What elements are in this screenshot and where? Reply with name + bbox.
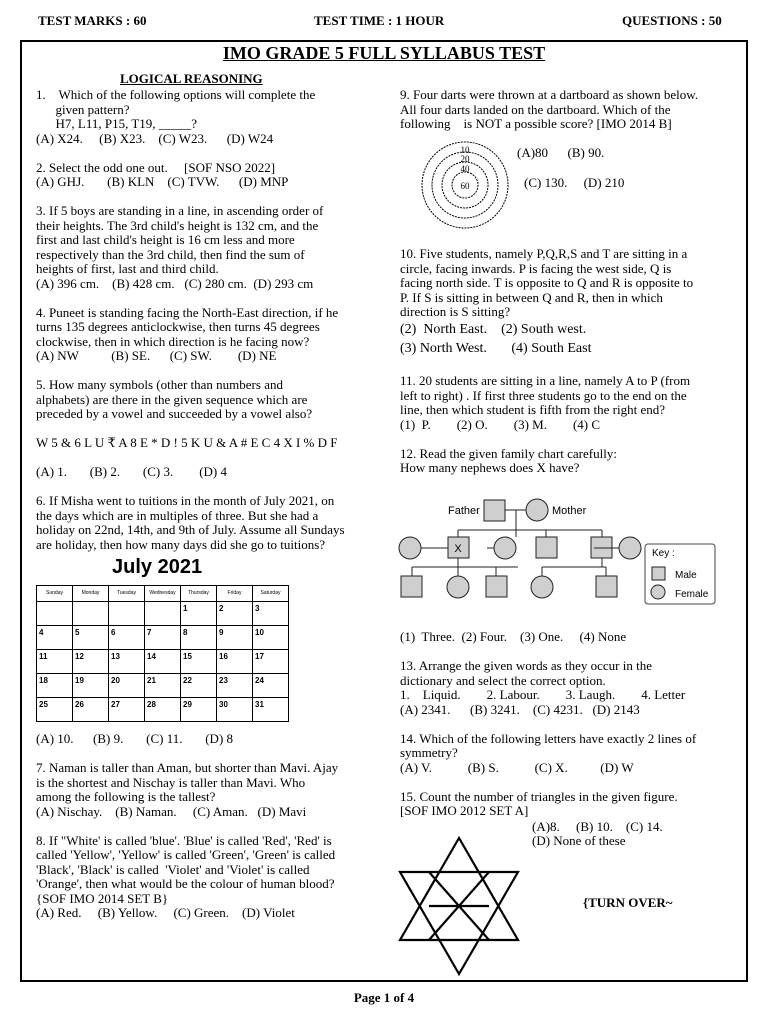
calendar-date-cell: 24 (253, 673, 289, 697)
calendar-date-cell: 30 (217, 697, 253, 721)
calendar-date-cell: 8 (181, 625, 217, 649)
q12b-text-line-4: 1. Liquid. 2. Labour. 3. Laugh. 4. Letter (400, 687, 686, 702)
q10-option-line-1: (2) North East. (2) South west. (400, 322, 587, 337)
calendar-date-cell: 26 (73, 697, 109, 721)
left-text-line-4 (36, 146, 345, 161)
q12b-text-line-11: 15. Count the number of triangles in the given figure. (400, 788, 678, 804)
calendar-date-cell: 9 (217, 625, 253, 649)
left-text-line-27 (36, 480, 345, 495)
x-label: X (454, 543, 462, 555)
question-9 (400, 88, 698, 132)
ring-label-60: 60 (460, 181, 470, 191)
calendar-date-cell: 16 (217, 649, 253, 673)
question-11-12 (400, 374, 690, 476)
left-text-line-28: 6. If Misha went to tuitions in the month of July 2021, on (36, 493, 335, 508)
calendar-date-cell: 10 (253, 625, 289, 649)
left-text-line-23 (36, 422, 345, 437)
q9-option-line-2: (C) 130. (D) 210 (524, 175, 625, 190)
calendar-date-cell: 7 (145, 625, 181, 649)
calendar-day-header: Saturday (253, 586, 289, 602)
questions-count: QUESTIONS : 50 (622, 13, 722, 28)
q11-text-line-5: 12. Read the given family chart carefully: (400, 445, 617, 461)
left-text-line-3: (A) X24. (B) X23. (C) W23. (D) W24 (36, 130, 274, 146)
ring-label-40: 40 (460, 164, 470, 174)
q12b-text-line-8: symmetry? (400, 745, 458, 760)
left-column-part1 (36, 88, 345, 552)
calendar-day-header: Friday (217, 586, 253, 602)
left-text-line-21: alphabets) are there in the given sequence which are (36, 391, 308, 407)
calendar-date-cell: 2 (217, 601, 253, 625)
left-text-line-29: the days which are in multiples of three. But she had a (36, 507, 319, 523)
q11-text-line-3: (1) P. (2) O. (3) M. (4) C (400, 416, 601, 432)
calendar-date-cell (37, 601, 73, 625)
left-text-line-17: clockwise, then in which direction is he facing now? (36, 333, 310, 349)
question-10 (400, 247, 693, 320)
q11-text-line-4 (400, 432, 690, 447)
turn-over-note: {TURN OVER~ (583, 895, 673, 910)
left-text-line-5: 2. Select the odd one out. [SOF NSO 2022] (36, 159, 276, 175)
q12b-text-line-0: (1) Three. (2) Four. (3) One. (4) None (400, 629, 627, 644)
left-text-b-line-12: (A) Red. (B) Yellow. (C) Green. (D) Violet (36, 905, 295, 920)
q12b-text-line-5: (A) 2341. (B) 3241. (C) 4231. (D) 2143 (400, 701, 640, 717)
left-text-line-1: given pattern? (36, 101, 130, 117)
calendar-day-header: Sunday (37, 586, 73, 602)
left-text-b-line-9: 'Black', 'Black' is called 'Violet' and 'Violet' is called (36, 861, 310, 877)
ring-label-20: 20 (460, 154, 470, 164)
left-text-line-14 (36, 291, 345, 306)
q11-text-line-2: line, then which student is fifth from the right end? (400, 402, 665, 417)
q12b-text-line-10 (400, 775, 696, 790)
test-marks: TEST MARKS : 60 (38, 13, 147, 28)
calendar-date-cell: 14 (145, 649, 181, 673)
q10-text-line-1: circle, facing inwards. P is facing the west side, Q is (400, 260, 672, 276)
q12b-text-line-12: [SOF IMO 2012 SET A] (400, 803, 529, 818)
mother-label: Mother (552, 505, 587, 517)
q10-text-line-3: P. If S is sitting in between Q and R, then in which (400, 289, 663, 305)
calendar-date-cell: 11 (37, 649, 73, 673)
calendar-date-cell: 1 (181, 601, 217, 625)
left-text-line-6: (A) GHJ. (B) KLN (C) TVW. (D) MNP (36, 174, 289, 189)
calendar-date-cell: 13 (109, 649, 145, 673)
calendar-date-cell: 5 (73, 625, 109, 649)
calendar-date-cell: 18 (37, 673, 73, 697)
q12b-text-line-6 (400, 717, 696, 732)
calendar-date-cell: 4 (37, 625, 73, 649)
calendar-date-cell: 19 (73, 673, 109, 697)
calendar-date-cell (145, 601, 181, 625)
calendar-day-header: Tuesday (109, 586, 145, 602)
q12b-text-line-9: (A) V. (B) S. (C) X. (D) W (400, 759, 634, 775)
test-time: TEST TIME : 1 HOUR (314, 13, 445, 28)
left-text-line-7 (36, 190, 345, 205)
left-text-b-line-10: 'Orange', then what would be the colour of human blood? (36, 876, 335, 891)
q12b-text-line-2: 13. Arrange the given words as they occur in the (400, 658, 652, 673)
calendar-date-cell (109, 601, 145, 625)
q12b-text-line-1 (400, 645, 696, 660)
q15-option-line-1: (A)8. (B) 10. (C) 14. (532, 819, 663, 834)
page-number: Page 1 of 4 (353, 990, 415, 1005)
q9-text-line-2: following is NOT a possible score? [IMO 2014 B] (400, 116, 672, 131)
calendar-date-cell: 20 (109, 673, 145, 697)
left-text-line-26: (A) 1. (B) 2. (C) 3. (D) 4 (36, 464, 228, 479)
calendar-date-cell: 25 (37, 697, 73, 721)
left-text-line-22: preceded by a vowel and succeeded by a vowel also? (36, 406, 313, 421)
left-text-line-19 (36, 364, 345, 379)
section-heading: LOGICAL REASONING (120, 71, 263, 86)
left-text-line-2: H7, L11, P15, T19, _____? (36, 116, 198, 131)
left-text-line-16: turns 135 degrees anticlockwise, then turns 45 degrees (36, 319, 320, 334)
calendar-day-header: Wednesday (145, 586, 181, 602)
left-text-b-line-1 (36, 747, 338, 762)
calendar-title: July 2021 (112, 556, 203, 578)
left-text-b-line-2: 7. Naman is taller than Aman, but shorter than Mavi. Ajay (36, 760, 339, 775)
calendar-date-cell: 17 (253, 649, 289, 673)
left-text-line-24: W 5 & 6 L U ₹ A 8 E * D ! 5 K U & A # E C 4 X I % D F (36, 435, 338, 450)
q11-text-line-1: left to right) . If first three students go to the end on the (400, 387, 687, 403)
calendar-date-cell: 3 (253, 601, 289, 625)
q9-text-line-1: All four darts landed on the dartboard. Which of the (400, 101, 671, 117)
left-text-line-30: holiday on 22nd, 14th, and 9th of July. Assume all Sundays (36, 522, 345, 537)
q9-option-line-1: (A)80 (B) 90. (517, 145, 605, 160)
left-text-line-8: 3. If 5 boys are standing in a line, in ascending order of (36, 203, 324, 218)
q10-text-line-0: 10. Five students, namely P,Q,R,S and T are sitting in a (400, 246, 688, 261)
triangle-star-figure (398, 836, 520, 976)
left-text-b-line-8: called 'Yellow', 'Yellow' is called 'Green', 'Green' is called (36, 847, 336, 862)
left-text-b-line-5: (A) Nischay. (B) Naman. (C) Aman. (D) Mavi (36, 803, 307, 819)
left-text-b-line-3: is the shortest and Nischay is taller than Mavi. Who (36, 774, 306, 790)
calendar-day-header: Thursday (181, 586, 217, 602)
calendar-date-cell: 15 (181, 649, 217, 673)
left-text-line-10: first and last child's height is 16 cm less and more (36, 232, 295, 247)
calendar-date-cell: 6 (109, 625, 145, 649)
questions-12-15 (400, 630, 696, 819)
left-text-b-line-6 (36, 819, 338, 834)
family-chart (392, 492, 722, 620)
calendar-table (36, 585, 289, 722)
left-text-line-11: respectively than the 3rd child, then find the sum of (36, 246, 305, 262)
q10-option-line-2: (3) North West. (4) South East (400, 341, 592, 356)
left-text-line-9: their heights. The 3rd child's height is 132 cm, and the (36, 217, 319, 233)
key-title: Key : (652, 548, 675, 559)
calendar-date-cell: 23 (217, 673, 253, 697)
key-male: Male (675, 570, 697, 581)
key-female: Female (675, 589, 709, 600)
left-text-line-18: (A) NW (B) SE. (C) SW. (D) NE (36, 348, 277, 363)
q15-option-line-2: (D) None of these (532, 833, 626, 848)
calendar-date-cell: 27 (109, 697, 145, 721)
left-text-line-31: are holiday, then how many days did she go to tuitions? (36, 536, 326, 552)
q10-text-line-2: facing north side. T is opposite to Q and R is opposite to (400, 275, 694, 290)
calendar-date-cell: 29 (181, 697, 217, 721)
left-text-line-25 (36, 451, 345, 466)
calendar-date-cell (73, 601, 109, 625)
calendar-date-cell: 31 (253, 697, 289, 721)
left-column-part2 (36, 732, 338, 921)
left-text-line-20: 5. How many symbols (other than numbers and (36, 377, 283, 392)
father-label: Father (448, 505, 480, 517)
q12b-text-line-3: dictionary and select the correct option. (400, 672, 606, 688)
calendar-date-cell: 12 (73, 649, 109, 673)
calendar-day-header: Monday (73, 586, 109, 602)
q11-text-line-0: 11. 20 students are sitting in a line, namely A to P (from (400, 373, 691, 388)
left-text-b-line-11: {SOF IMO 2014 SET B} (36, 890, 169, 906)
dartboard-figure (420, 140, 510, 230)
calendar-date-cell: 22 (181, 673, 217, 697)
q12b-text-line-7: 14. Which of the following letters have exactly 2 lines of (400, 730, 697, 746)
q10-text-line-4: direction is S sitting? (400, 304, 511, 319)
calendar-date-cell: 21 (145, 673, 181, 697)
left-text-line-15: 4. Puneet is standing facing the North-East direction, if he (36, 304, 339, 320)
left-text-line-0: 1. Which of the following options will complete the (36, 87, 316, 102)
ring-label-10: 10 (460, 145, 470, 155)
calendar-date-cell: 28 (145, 697, 181, 721)
left-text-b-line-4: among the following is the tallest? (36, 789, 216, 804)
q11-text-line-6: How many nephews does X have? (400, 460, 580, 475)
left-text-b-line-7: 8. If "White' is called 'blue'. 'Blue' is called 'Red', 'Red' is (36, 832, 332, 848)
left-text-b-line-0: (A) 10. (B) 9. (C) 11. (D) 8 (36, 731, 234, 746)
page-title: IMO GRADE 5 FULL SYLLABUS TEST (222, 43, 546, 63)
q9-text-line-0: 9. Four darts were thrown at a dartboard as shown below. (400, 87, 699, 102)
left-text-line-13: (A) 396 cm. (B) 428 cm. (C) 280 cm. (D) 293 cm (36, 275, 314, 291)
left-text-line-12: heights of first, last and third child. (36, 261, 219, 276)
